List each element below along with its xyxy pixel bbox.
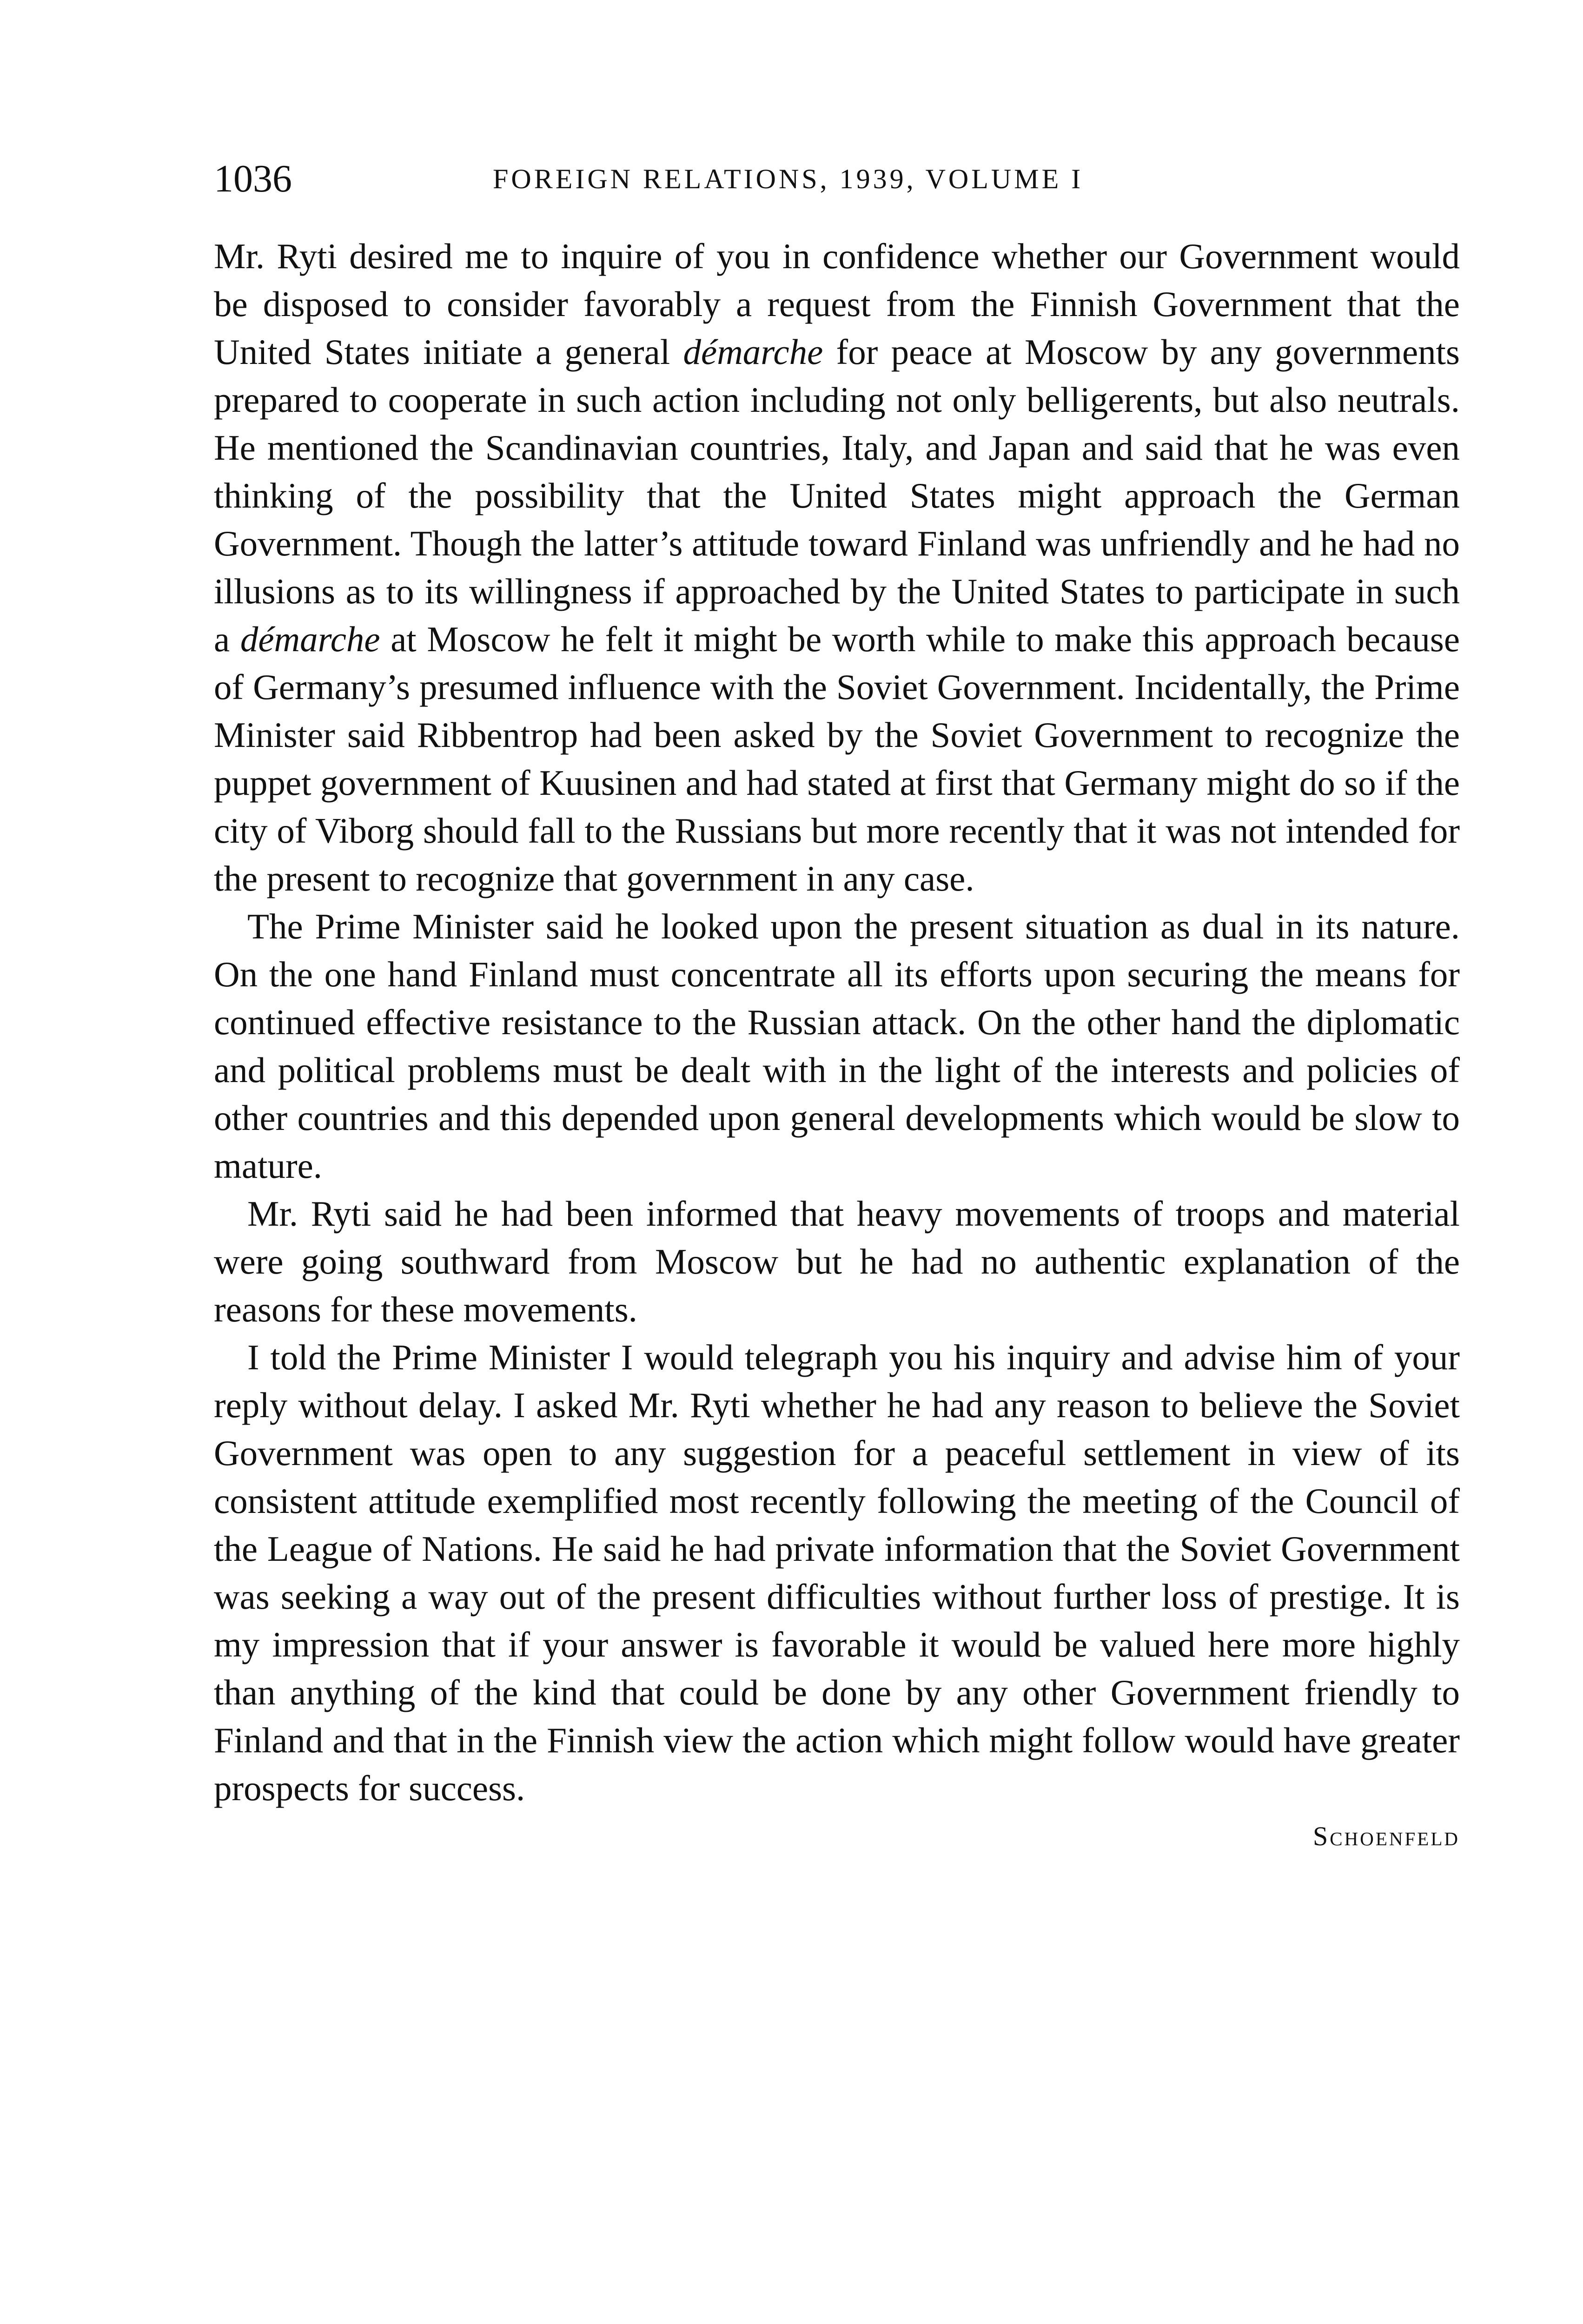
signature: Schoenfeld: [1313, 1821, 1460, 1851]
italic-demarche-1: démarche: [683, 332, 823, 372]
paragraph-1-text-e: at Moscow he felt it might be worth while to make this approach because of Germany’s presumed influence with the Soviet Government. Incidentally, the Prime Minister said Ribbentrop had been asked by the Soviet Government to recognize the puppet government of Kuusinen and had stated at first that Germany might do so if the city of Viborg should fall to the Russians but more recently that it was not intended for the present to recognize that government in any case.: [214, 619, 1460, 898]
paragraph-2: The Prime Minister said he looked upon the present situation as dual in its nature. On the one hand Finland must concentrate all its efforts upon securing the means for continued effective resistance to the Russian attack. On the other hand the diplomatic and political problems must be dealt with in the light of the interests and policies of other countries and this depended upon general developments which would be slow to mature.: [214, 906, 1460, 1186]
paragraph-3: Mr. Ryti said he had been informed that heavy movements of troops and material were going southward from Moscow but he had no authentic explanation of the reasons for these movements.: [214, 1194, 1460, 1329]
paragraph-1: [214, 232, 1460, 903]
paragraph-4: I told the Prime Minister I would telegraph you his inquiry and advise him of your reply without delay. I asked Mr. Ryti whether he had any reason to believe the Soviet Government was open to any suggestion for a peaceful settlement in view of its consistent attitude exemplified most recently following the meeting of the Council of the League of Nations. He said he had private information that the Soviet Government was seeking a way out of the present difficulties without further loss of prestige. It is my impression that if your answer is favorable it would be valued here more highly than anything of the kind that could be done by any other Government friendly to Finland and that in the Finnish view the action which might follow would have greater prospects for success.: [214, 1337, 1460, 1808]
paragraph-1-text-c: for peace at Moscow by any governments prepared to cooperate in such action including not only belligerents, but also neutrals. He mentioned the Scandinavian countries, Italy, and Japan and said that he was even thinking of the possibility that the United States might approach the German Government. Though the latter’s attitude toward Finland was unfriendly and he had no illusions as to its willingness if approached by the United States to participate in such a: [214, 332, 1460, 659]
document-page: [214, 153, 1460, 1860]
italic-demarche-2: démarche: [240, 619, 380, 659]
paragraph-1-text-a: Mr. Ryti desired me to inquire of you in confidence whether our Government would be disposed to consider favorably a request from the Finnish Government that the United States initiate a general: [214, 236, 1460, 372]
page-number: 1036: [214, 157, 292, 200]
running-header: [214, 153, 1460, 205]
running-title: FOREIGN RELATIONS, 1939, VOLUME I: [493, 164, 1084, 194]
